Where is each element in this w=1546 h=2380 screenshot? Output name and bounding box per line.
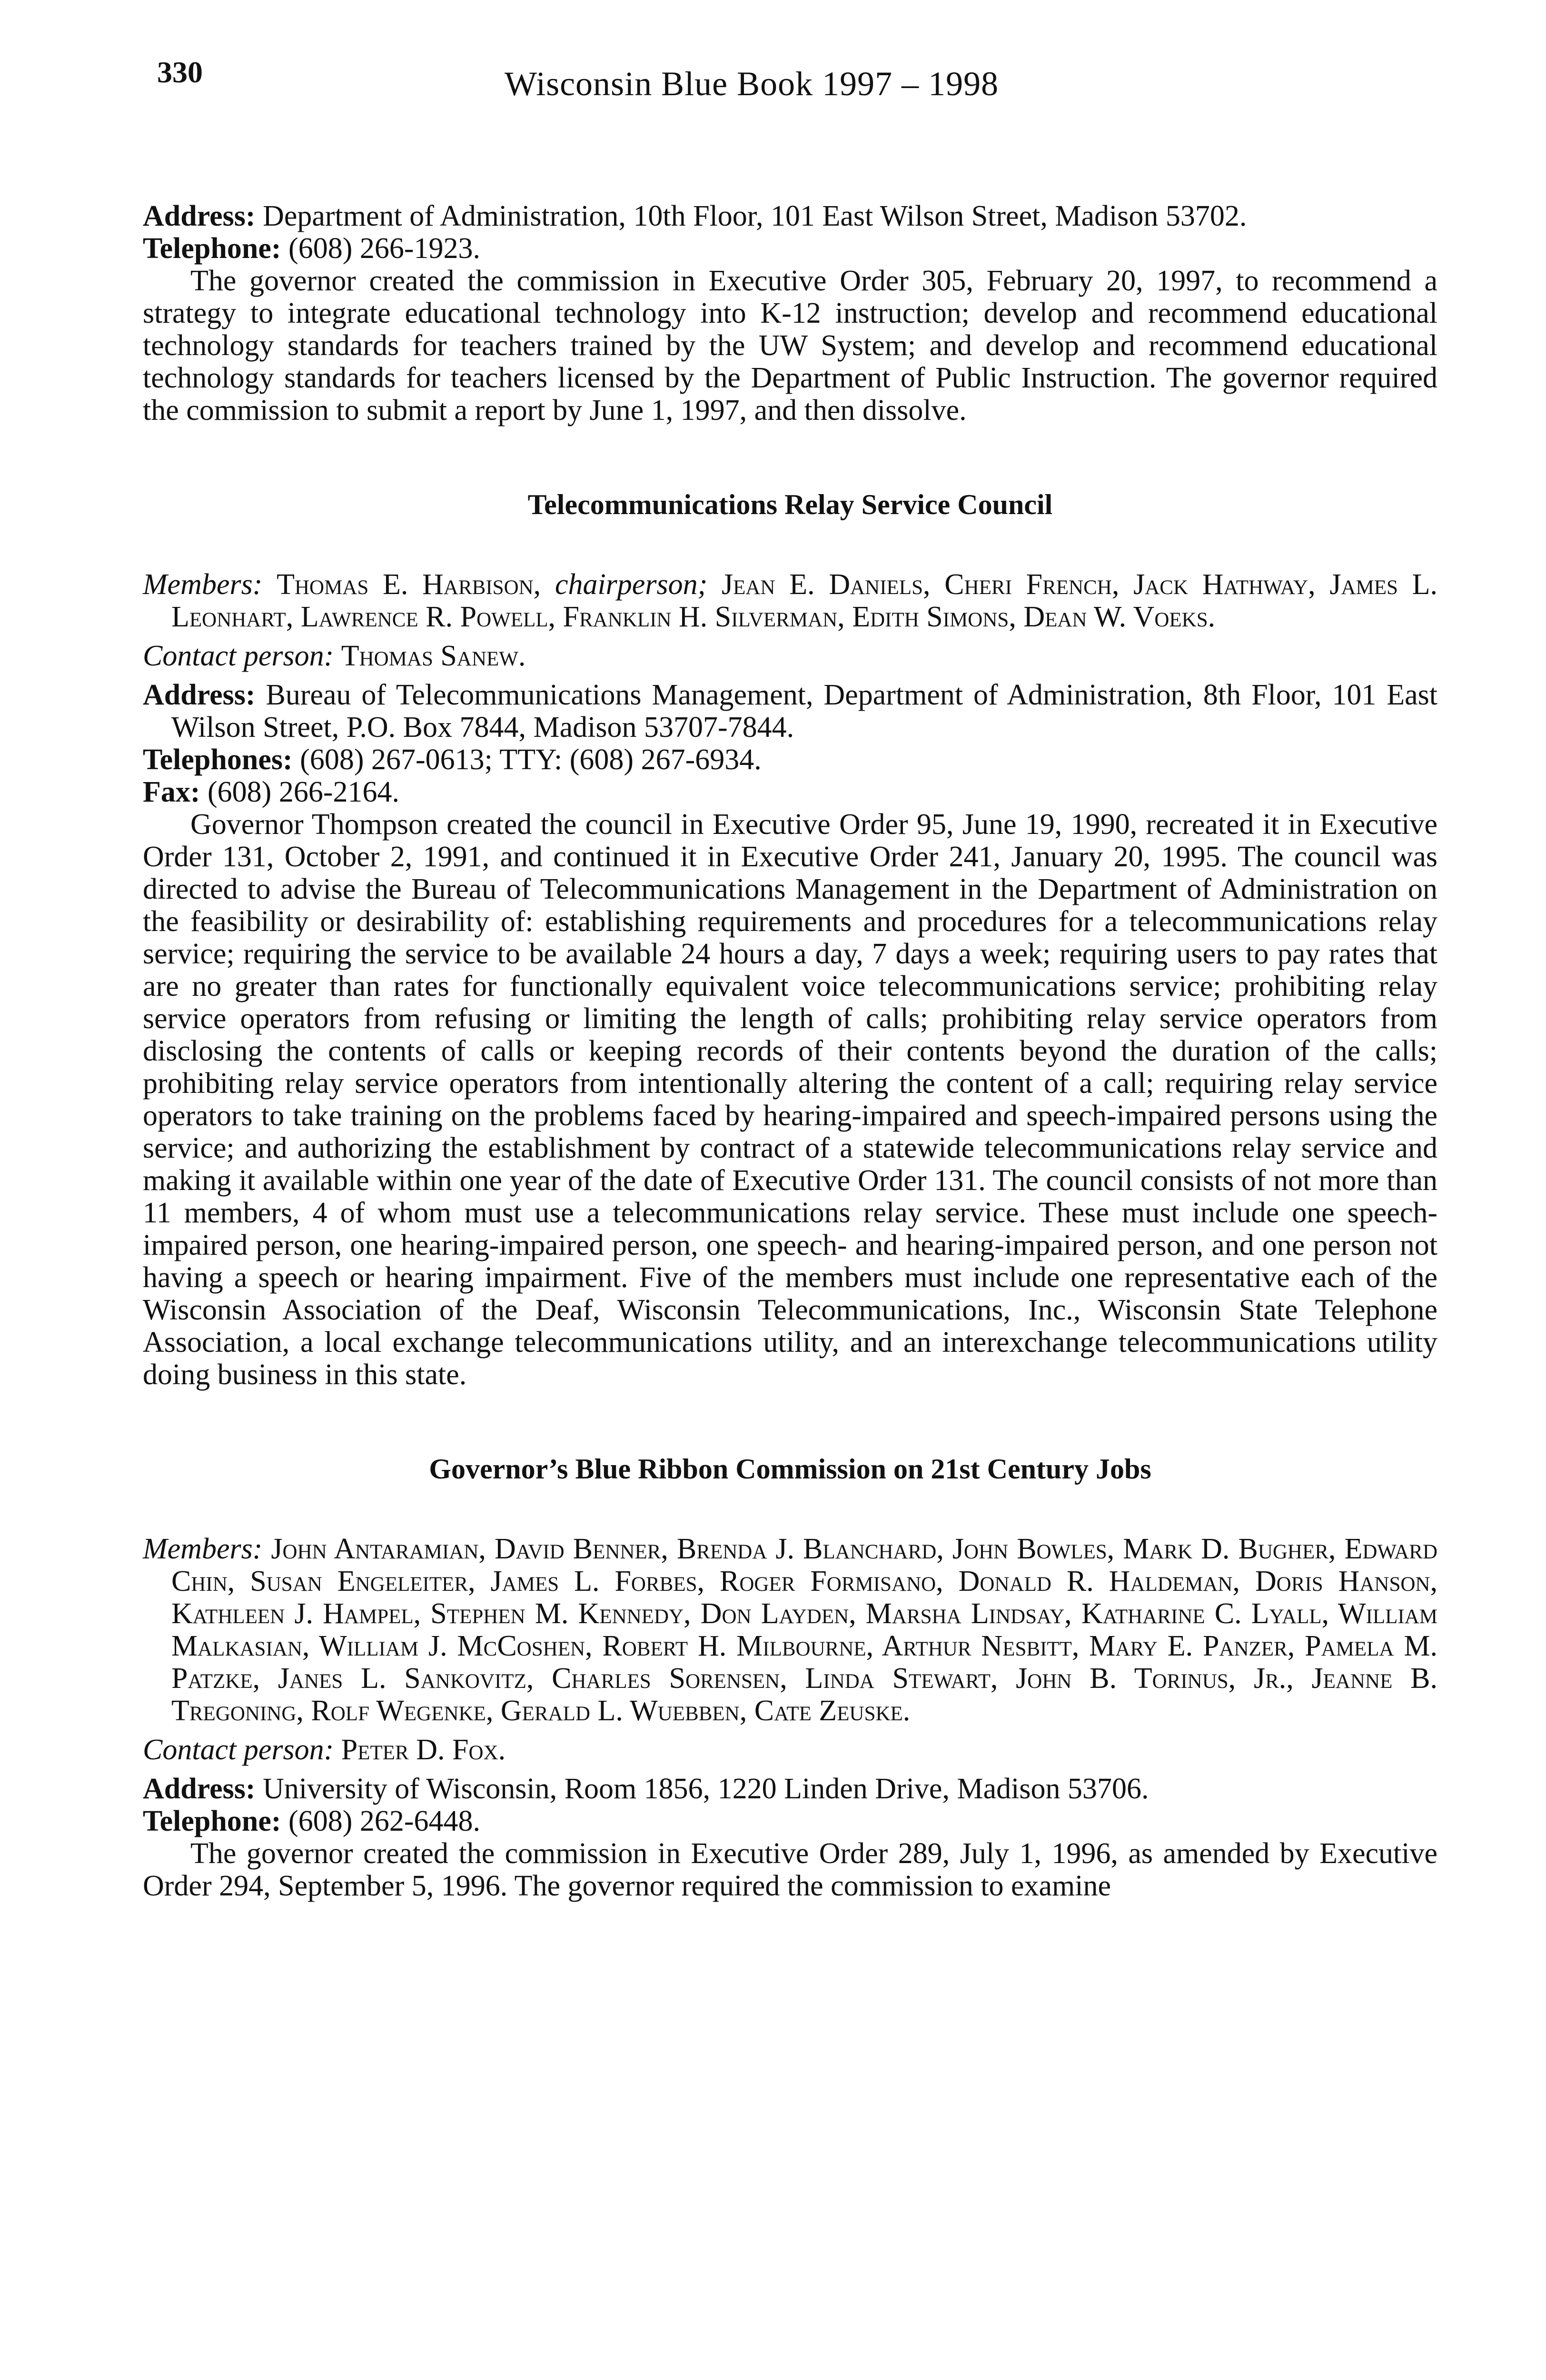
intro-address [143,200,1437,232]
commission-address-value: University of Wisconsin, Room 1856, 1220 Linden Drive, Madison 53706. [263,1773,1149,1805]
commission-contact [143,1734,1437,1766]
intro-telephone [143,232,1437,265]
council-contact-label: Contact person: [143,640,334,672]
commission-members [143,1533,1437,1727]
intro-address-value: Department of Administration, 10th Floor, 101 East Wilson Street, Madison 53702. [263,200,1247,232]
intro-telephone-value: (608) 266-1923. [288,232,480,265]
commission-contact-name: Peter D. Fox. [341,1734,506,1766]
commission-paragraph: The governor created the commission in Executive Order 289, July 1, 1996, as amended by Executive Order 294, September 5, 1996. The governor required the commission to examine [143,1837,1437,1902]
council-heading: Telecommunications Relay Service Council [527,489,1053,520]
running-head: Wisconsin Blue Book 1997 – 1998 [505,65,999,103]
council-members-list: Jean E. Daniels, Cheri French, Jack Hathway, James L. Leonhart, Lawrence R. Powell, Franklin H. Silverman, Edith Simons, Dean W. Voeks. [171,568,1438,633]
commission-address-label: Address: [143,1773,256,1805]
council-members [143,568,1437,633]
intro-paragraph: The governor created the commission in Executive Order 305, February 20, 1997, to recommend a strategy to integrate educational technology into K-12 instruction; develop and recommend educational technology standards for teachers trained by the UW System; and develop and recommend educational technology standards for teachers licensed by the Department of Public Instruction. The governor required the commission to submit a report by June 1, 1997, and then dissolve. [143,265,1437,426]
council-address [143,679,1437,744]
commission-members-list: John Antaramian, David Benner, Brenda J. Blanchard, John Bowles, Mark D. Bugher, Edward Chin, Susan Engeleiter, James L. Forbes, Roger Formisano, Donald R. Haldeman, Doris Hanson, Kathleen J. Hampel, Stephen M. Kennedy, Don Layden, Marsha Lindsay, Katharine C. Lyall, William Malkasian, William J. McCoshen, Robert H. Milbourne, Arthur Nesbitt, Mary E. Panzer, Pamela M. Patzke, Janes L. Sankovitz, Charles Sorensen, Linda Stewart, John B. Torinus, Jr., Jeanne B. Tregoning, Rolf Wegenke, Gerald L. Wuebben, Cate Zeuske. [171,1533,1438,1727]
council-telephones-value: (608) 267-0613; TTY: (608) 267-6934. [300,744,762,776]
council-contact [143,640,1437,672]
council-fax [143,776,1437,808]
council-telephones-label: Telephones: [143,744,293,776]
commission-telephone [143,1805,1437,1837]
council-chair: Thomas E. Harbison, [277,568,541,601]
commission-address [143,1773,1437,1805]
intro-address-label: Address: [143,200,256,232]
page-body [143,200,1437,1902]
commission-members-label: Members: [143,1533,263,1565]
council-chair-role: chairperson; [555,568,708,601]
intro-telephone-label: Telephone: [143,232,281,265]
council-contact-name: Thomas Sanew. [341,640,526,672]
council-fax-label: Fax: [143,776,200,808]
page-number: 330 [157,55,203,89]
council-fax-value: (608) 266-2164. [208,776,399,808]
council-paragraph: Governor Thompson created the council in Executive Order 95, June 19, 1990, recreated it in Executive Order 131, October 2, 1991, and continued it in Executive Order 241, January 20, 1995. The council was directed to advise the Bureau of Telecommunications Management in the Department of Administration on the feasibility or desirability of: establishing requirements and procedures for a telecommunications relay service; requiring the service to be available 24 hours a day, 7 days a week; requiring users to pay rates that are no greater than rates for functionally equivalent voice telecommunications service; prohibiting relay service operators from refusing or limiting the length of calls; prohibiting relay service operators from disclosing the contents of calls or keeping records of their contents beyond the duration of the calls; prohibiting relay service operators from intentionally altering the content of a call; requiring relay service operators to take training on the problems faced by hearing-impaired and speech-impaired persons using the service; and authorizing the establishment by contract of a statewide telecommunications relay service and making it available within one year of the date of Executive Order 131. The council consists of not more than 11 members, 4 of whom must use a telecommunications relay service. These must include one speech-impaired person, one hearing-impaired person, one speech- and hearing-impaired person, and one person not having a speech or hearing impairment. Five of the members must include one representative each of the Wisconsin Association of the Deaf, Wisconsin Telecommunications, Inc., Wisconsin State Telephone Association, a local exchange telecommunications utility, and an interexchange telecommunications utility doing business in this state. [143,808,1437,1391]
council-members-label: Members: [143,568,263,601]
commission-telephone-value: (608) 262-6448. [288,1805,480,1837]
commission-heading: Governor’s Blue Ribbon Commission on 21st Century Jobs [429,1453,1151,1485]
council-telephones [143,744,1437,776]
commission-telephone-label: Telephone: [143,1805,281,1837]
council-address-value: Bureau of Telecommunications Management, Department of Administration, 8th Floor, 101 East Wilson Street, P.O. Box 7844, Madison 53707-7844. [171,679,1437,744]
council-address-label: Address: [143,679,256,711]
commission-contact-label: Contact person: [143,1734,334,1766]
